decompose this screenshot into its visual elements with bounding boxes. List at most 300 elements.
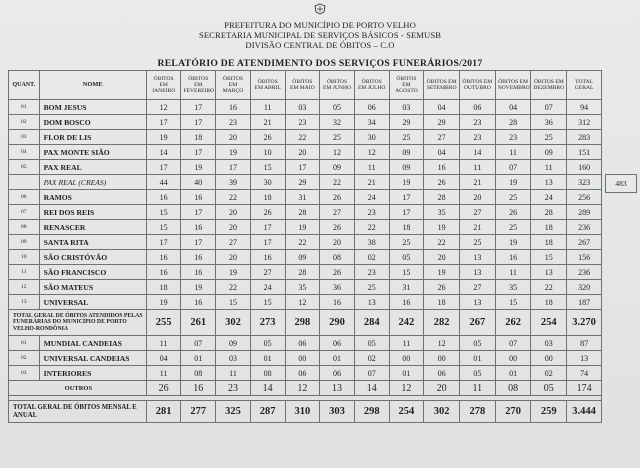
row-number: 08 (9, 220, 40, 235)
month-cell: 11 (389, 336, 424, 351)
header-line-divisao: DIVISÃO CENTRAL DE ÓBITOS – C.O (245, 40, 395, 50)
month-cell: 18 (424, 295, 460, 310)
month-cell: 26 (320, 265, 355, 280)
month-cell: 35 (285, 280, 320, 295)
month-cell: 15 (146, 205, 181, 220)
month-cell: 00 (389, 351, 424, 366)
grand-total-cell: 303 (320, 401, 355, 423)
month-cell: 35 (495, 280, 531, 295)
row-name: PAX MONTE SIÃO (39, 145, 146, 160)
month-cell: 06 (320, 336, 355, 351)
outros-total: 174 (567, 381, 602, 396)
row-total: 312 (567, 115, 602, 130)
month-cell: 12 (285, 295, 320, 310)
row-total: 74 (567, 366, 602, 381)
subtotal-cell: 255 (146, 310, 181, 336)
month-cell: 30 (354, 130, 389, 145)
table-row (9, 130, 602, 145)
month-cell: 23 (285, 115, 320, 130)
month-cell: 21 (459, 175, 495, 190)
grand-total-label: TOTAL GERAL DE ÓBITOS MENSAL E ANUAL (9, 401, 147, 423)
month-cell: 07 (495, 336, 531, 351)
month-cell: 19 (146, 295, 181, 310)
month-cell: 16 (424, 160, 460, 175)
row-number: 13 (9, 295, 40, 310)
month-cell: 11 (216, 366, 251, 381)
month-cell: 08 (250, 366, 285, 381)
outros-row (9, 381, 602, 396)
month-cell: 04 (495, 100, 531, 115)
subtotal-cell: 273 (250, 310, 285, 336)
row-total: 151 (567, 145, 602, 160)
header-total: TOTAL GERAL (567, 71, 602, 100)
month-cell: 21 (354, 175, 389, 190)
month-cell: 17 (250, 220, 285, 235)
month-cell: 28 (285, 265, 320, 280)
month-cell: 18 (250, 190, 285, 205)
month-cell: 09 (285, 250, 320, 265)
outros-cell: 11 (459, 381, 495, 396)
month-cell: 28 (495, 115, 531, 130)
subtotal-cell: 262 (495, 310, 531, 336)
outros-cell: 23 (216, 381, 251, 396)
month-cell: 17 (181, 100, 216, 115)
month-cell: 15 (495, 295, 531, 310)
month-cell: 17 (181, 145, 216, 160)
month-cell: 00 (424, 351, 460, 366)
month-cell: 03 (285, 100, 320, 115)
month-cell: 13 (459, 250, 495, 265)
table-row (9, 115, 602, 130)
table-row (9, 145, 602, 160)
month-cell: 05 (320, 100, 355, 115)
table-row (9, 250, 602, 265)
header-nome: NOME (39, 71, 146, 100)
month-cell: 08 (320, 250, 355, 265)
header-month: ÓBITOS EM MARÇO (216, 71, 251, 100)
month-cell: 16 (216, 100, 251, 115)
row-name: RENASCER (39, 220, 146, 235)
month-cell: 16 (389, 295, 424, 310)
month-cell: 40 (181, 175, 216, 190)
month-cell: 11 (459, 160, 495, 175)
month-cell: 12 (146, 100, 181, 115)
month-cell: 27 (424, 130, 460, 145)
row-number: 03 (9, 130, 40, 145)
row-name: SÃO CRISTÓVÃO (39, 250, 146, 265)
month-cell: 17 (389, 190, 424, 205)
month-cell: 15 (531, 250, 567, 265)
month-cell: 25 (320, 130, 355, 145)
month-cell: 02 (531, 366, 567, 381)
subtotal-cell: 267 (459, 310, 495, 336)
month-cell: 29 (424, 115, 460, 130)
grand-total-cell: 254 (389, 401, 424, 423)
row-name: DOM BOSCO (39, 115, 146, 130)
grand-total-cell: 325 (216, 401, 251, 423)
month-cell: 05 (250, 336, 285, 351)
month-cell: 19 (181, 160, 216, 175)
row-name: BOM JESUS (39, 100, 146, 115)
month-cell: 19 (495, 175, 531, 190)
month-cell: 09 (389, 160, 424, 175)
table-row (9, 265, 602, 280)
month-cell: 16 (181, 190, 216, 205)
month-cell: 19 (181, 280, 216, 295)
month-cell: 26 (424, 280, 460, 295)
month-cell: 06 (285, 336, 320, 351)
outros-cell: 12 (285, 381, 320, 396)
month-cell: 17 (146, 115, 181, 130)
subtotal-cell: 261 (181, 310, 216, 336)
month-cell: 23 (216, 115, 251, 130)
outros-label: OUTROS (9, 381, 147, 396)
month-cell: 16 (320, 295, 355, 310)
month-cell: 24 (250, 280, 285, 295)
month-cell: 01 (459, 351, 495, 366)
month-cell: 15 (146, 220, 181, 235)
month-cell: 05 (354, 336, 389, 351)
month-cell: 21 (459, 220, 495, 235)
month-cell: 28 (285, 205, 320, 220)
table-header-row (9, 71, 602, 100)
row-number: 03 (9, 366, 40, 381)
outros-cell: 20 (424, 381, 460, 396)
month-cell: 26 (320, 220, 355, 235)
month-cell: 26 (250, 205, 285, 220)
month-cell: 23 (495, 130, 531, 145)
row-number: 02 (9, 115, 40, 130)
month-cell: 09 (216, 336, 251, 351)
grand-total-cell: 270 (495, 401, 531, 423)
month-cell: 20 (424, 250, 460, 265)
month-cell: 06 (354, 100, 389, 115)
header-month: ÓBITOS EM DEZEMBRO (531, 71, 567, 100)
header-line-prefeitura: PREFEITURA DO MUNICÍPIO DE PORTO VELHO (224, 20, 416, 30)
month-cell: 19 (424, 220, 460, 235)
month-cell: 22 (285, 235, 320, 250)
month-cell: 25 (495, 220, 531, 235)
grand-total-row (9, 401, 602, 423)
table-row (9, 190, 602, 205)
month-cell: 25 (495, 190, 531, 205)
subtotal-cell: 290 (320, 310, 355, 336)
municipal-crest-icon (312, 3, 328, 15)
outros-cell: 26 (146, 381, 181, 396)
row-number: 07 (9, 205, 40, 220)
month-cell: 31 (285, 190, 320, 205)
month-cell: 17 (146, 160, 181, 175)
report-table (8, 70, 602, 423)
subtotal-total: 3.270 (567, 310, 602, 336)
row-total: 187 (567, 295, 602, 310)
month-cell: 25 (459, 235, 495, 250)
month-cell: 25 (354, 280, 389, 295)
month-cell: 17 (250, 235, 285, 250)
row-number: 04 (9, 145, 40, 160)
table-row (9, 280, 602, 295)
month-cell: 25 (531, 130, 567, 145)
month-cell: 20 (459, 190, 495, 205)
month-cell: 26 (424, 175, 460, 190)
month-cell: 11 (495, 145, 531, 160)
month-cell: 20 (285, 145, 320, 160)
outros-cell: 12 (389, 381, 424, 396)
row-number: 05 (9, 160, 40, 175)
month-cell: 11 (146, 336, 181, 351)
row-name: PAX REAL (39, 160, 146, 175)
month-cell: 11 (146, 366, 181, 381)
month-cell: 04 (424, 100, 460, 115)
month-cell: 32 (320, 115, 355, 130)
month-cell: 16 (181, 220, 216, 235)
row-total: 160 (567, 160, 602, 175)
month-cell: 19 (495, 235, 531, 250)
month-cell: 02 (354, 351, 389, 366)
month-cell: 07 (181, 336, 216, 351)
month-cell: 01 (181, 351, 216, 366)
month-cell: 16 (181, 265, 216, 280)
month-cell: 05 (389, 250, 424, 265)
month-cell: 24 (354, 190, 389, 205)
grand-total-cell: 277 (181, 401, 216, 423)
row-total: 256 (567, 190, 602, 205)
month-cell: 20 (216, 220, 251, 235)
row-number (9, 175, 40, 190)
month-cell: 25 (389, 130, 424, 145)
month-cell: 27 (459, 205, 495, 220)
row-name: SÃO FRANCISCO (39, 265, 146, 280)
month-cell: 03 (531, 336, 567, 351)
month-cell: 00 (285, 351, 320, 366)
row-number: 01 (9, 100, 40, 115)
month-cell: 15 (216, 295, 251, 310)
month-cell: 06 (424, 366, 460, 381)
row-total: 94 (567, 100, 602, 115)
month-cell: 22 (216, 190, 251, 205)
subtotal-cell: 242 (389, 310, 424, 336)
month-cell: 11 (531, 160, 567, 175)
grand-total-total: 3.444 (567, 401, 602, 423)
row-name: FLOR DE LIS (39, 130, 146, 145)
month-cell: 27 (320, 205, 355, 220)
month-cell: 23 (354, 205, 389, 220)
month-cell: 27 (459, 280, 495, 295)
month-cell: 05 (459, 336, 495, 351)
month-cell: 19 (424, 265, 460, 280)
grand-total-cell: 302 (424, 401, 460, 423)
month-cell: 09 (389, 145, 424, 160)
month-cell: 11 (354, 160, 389, 175)
month-cell: 36 (320, 280, 355, 295)
month-cell: 01 (389, 366, 424, 381)
month-cell: 04 (146, 351, 181, 366)
month-cell: 11 (495, 265, 531, 280)
month-cell: 17 (216, 160, 251, 175)
header-month: ÓBITOS EM ABRIL (250, 71, 285, 100)
month-cell: 17 (181, 115, 216, 130)
month-cell: 22 (285, 130, 320, 145)
month-cell: 07 (495, 160, 531, 175)
month-cell: 16 (146, 265, 181, 280)
month-cell: 22 (531, 280, 567, 295)
header-month: ÓBITOS EM NOVEMBRO (495, 71, 531, 100)
month-cell: 27 (250, 265, 285, 280)
document-header (0, 2, 640, 50)
outros-cell: 14 (354, 381, 389, 396)
month-cell: 17 (181, 205, 216, 220)
month-cell: 14 (146, 145, 181, 160)
table-row (9, 295, 602, 310)
month-cell: 11 (250, 100, 285, 115)
month-cell: 16 (250, 250, 285, 265)
month-cell: 08 (181, 366, 216, 381)
month-cell: 02 (354, 250, 389, 265)
month-cell: 00 (531, 351, 567, 366)
month-cell: 22 (320, 175, 355, 190)
month-cell: 09 (320, 160, 355, 175)
row-total: 13 (567, 351, 602, 366)
month-cell: 06 (285, 366, 320, 381)
month-cell: 44 (146, 175, 181, 190)
month-cell: 28 (424, 190, 460, 205)
row-name: UNIVERSAL (39, 295, 146, 310)
row-name: PAX REAL (CREAS) (39, 175, 146, 190)
month-cell: 27 (216, 235, 251, 250)
row-name: INTERIORES (39, 366, 146, 381)
row-number: 02 (9, 351, 40, 366)
month-cell: 14 (459, 145, 495, 160)
month-cell: 13 (459, 265, 495, 280)
row-total: 156 (567, 250, 602, 265)
table-row (9, 175, 602, 190)
header-month: ÓBITOS EM FEVEREIRO (181, 71, 216, 100)
row-name: REI DOS REIS (39, 205, 146, 220)
month-cell: 18 (146, 280, 181, 295)
subtotal-cell: 284 (354, 310, 389, 336)
row-total: 323 (567, 175, 602, 190)
subtotal-row (9, 310, 602, 336)
month-cell: 29 (285, 175, 320, 190)
month-cell: 16 (495, 250, 531, 265)
month-cell: 22 (354, 220, 389, 235)
outros-cell: 14 (250, 381, 285, 396)
month-cell: 16 (146, 190, 181, 205)
grand-total-cell: 259 (531, 401, 567, 423)
header-month: ÓBITOS EM OUTUBRO (459, 71, 495, 100)
month-cell: 19 (216, 145, 251, 160)
month-cell: 06 (320, 366, 355, 381)
month-cell: 09 (531, 145, 567, 160)
month-cell: 19 (216, 265, 251, 280)
month-cell: 22 (216, 280, 251, 295)
header-month: ÓBITOS EM JULHO (354, 71, 389, 100)
month-cell: 26 (250, 130, 285, 145)
month-cell: 00 (495, 351, 531, 366)
outros-cell: 05 (531, 381, 567, 396)
month-cell: 07 (531, 100, 567, 115)
row-number: 09 (9, 235, 40, 250)
subtotal-cell: 254 (531, 310, 567, 336)
header-month: ÓBITOS EM JANEIRO (146, 71, 181, 100)
month-cell: 25 (389, 235, 424, 250)
others-body (9, 336, 602, 381)
month-cell: 28 (531, 205, 567, 220)
table-row (9, 100, 602, 115)
month-cell: 19 (146, 130, 181, 145)
month-cell: 01 (250, 351, 285, 366)
row-total: 236 (567, 220, 602, 235)
month-cell: 16 (181, 295, 216, 310)
row-total: 283 (567, 130, 602, 145)
header-month: ÓBITOS EM MAIO (285, 71, 320, 100)
outros-cell: 08 (495, 381, 531, 396)
month-cell: 23 (354, 265, 389, 280)
month-cell: 07 (354, 366, 389, 381)
header-line-secretaria: SECRETARIA MUNICIPAL DE SERVIÇOS BÁSICOS - SEMUSB (198, 30, 442, 40)
month-cell: 23 (459, 115, 495, 130)
month-cell: 03 (216, 351, 251, 366)
month-cell: 31 (389, 280, 424, 295)
month-cell: 17 (389, 205, 424, 220)
month-cell: 18 (389, 220, 424, 235)
row-number: 06 (9, 190, 40, 205)
month-cell: 06 (459, 100, 495, 115)
subtotal-body (9, 310, 602, 336)
outros-cell: 13 (320, 381, 355, 396)
month-cell: 01 (495, 366, 531, 381)
header-month: ÓBITOS EM SETEMBRO (424, 71, 460, 100)
row-name: SANTA RITA (39, 235, 146, 250)
month-cell: 35 (424, 205, 460, 220)
table-row (9, 205, 602, 220)
grand-total-cell: 281 (146, 401, 181, 423)
totals-body (9, 381, 602, 423)
month-cell: 12 (320, 145, 355, 160)
row-number: 10 (9, 250, 40, 265)
grand-total-cell: 310 (285, 401, 320, 423)
row-number: 12 (9, 280, 40, 295)
month-cell: 20 (216, 130, 251, 145)
grand-total-cell: 298 (354, 401, 389, 423)
month-cell: 15 (250, 295, 285, 310)
month-cell: 18 (181, 130, 216, 145)
month-cell: 26 (320, 190, 355, 205)
month-cell: 38 (354, 235, 389, 250)
subtotal-label: TOTAL GERAL DE ÓBITOS ATENDIDOS PELAS FUNERÁRIAS DO MUNICÍPIO DE PORTO VELHO-RONDÔNIA (9, 310, 147, 336)
month-cell: 12 (424, 336, 460, 351)
funeral-homes-body (9, 100, 602, 310)
month-cell: 20 (216, 205, 251, 220)
month-cell: 05 (459, 366, 495, 381)
row-name: SÃO MATEUS (39, 280, 146, 295)
row-number: 11 (9, 265, 40, 280)
month-cell: 03 (389, 100, 424, 115)
row-total: 320 (567, 280, 602, 295)
month-cell: 21 (250, 115, 285, 130)
month-cell: 17 (285, 160, 320, 175)
month-cell: 29 (389, 115, 424, 130)
month-cell: 10 (250, 145, 285, 160)
month-cell: 17 (146, 235, 181, 250)
row-total: 236 (567, 265, 602, 280)
month-cell: 16 (146, 250, 181, 265)
outros-cell: 16 (181, 381, 216, 396)
table-row (9, 220, 602, 235)
row-total: 267 (567, 235, 602, 250)
month-cell: 22 (424, 235, 460, 250)
month-cell: 30 (250, 175, 285, 190)
